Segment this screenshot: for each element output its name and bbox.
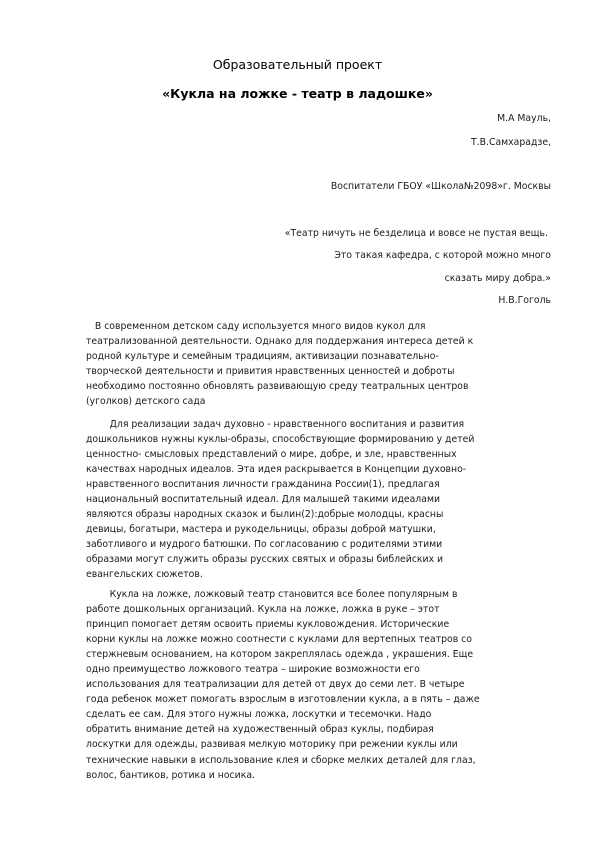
epigraph-line-3: сказать миру добра.» (444, 273, 551, 284)
text-line: технические навыки в использование клея и сборке мелких деталей для глаз, (86, 754, 476, 766)
text-line: Для реализации задач духовно - нравственного воспитания и развития (86, 419, 465, 430)
text-line: стержневым основанием, на котором закреплялась одежда , украшения. Еще (86, 649, 474, 661)
text-line: дошкольников нужны куклы-образы, способствующие формированию у детей (86, 434, 475, 446)
text-line: Кукла на ложке, ложковый театр становится все более популярным в (86, 589, 458, 600)
text-line: работе дошкольных организаций. Кукла на ложке, ложка в руке – этот (86, 604, 440, 616)
text-line: нравственного воспитания личности гражданина России(1), предлагая (86, 479, 440, 491)
text-line: лоскутки для одежды, развивая мелкую моторику при режении куклы или (86, 739, 458, 751)
document-title: Образовательный проект (212, 57, 383, 72)
text-line: принцип помогает детям освоить приемы кукловождения. Исторические (86, 619, 450, 631)
text-line: В современном детском саду используется много видов кукол для (86, 321, 426, 332)
text-line: национальный воспитательный идеал. Для малышей такими идеалами (86, 494, 441, 506)
text-line: сделать ее сам. Для этого нужны ложка, лоскутки и тесемочки. Надо (86, 709, 432, 721)
author-1: М.А Мауль, (497, 113, 551, 124)
text-line: качествах народных идеалов. Эта идея раскрывается в Концепции духовно- (86, 464, 467, 476)
text-line: заботливого и мудрого батюшки. По согласованию с родителями этими (86, 539, 443, 551)
text-line: творческой деятельности и привития нравственных ценностей и доброты (86, 366, 455, 378)
author-2: Т.В.Самхарадзе, (470, 137, 551, 148)
text-line: обратить внимание детей на художественный образ куклы, подбирая (86, 724, 434, 736)
text-line: (уголков) детского сада (86, 396, 206, 408)
text-line: использования для театрализации для детей от двух до семи лет. В четыре (86, 679, 465, 691)
text-line: года ребенок может помогать взрослым в изготовлении кукла, а в пять – даже (86, 694, 480, 706)
text-line: ценностно- смысловых представлений о мире, добре, и зле, нравственных (86, 449, 457, 461)
paragraph-3 (86, 587, 556, 783)
paragraph-1 (86, 319, 556, 409)
text-line: евангельских сюжетов. (86, 569, 203, 581)
text-line: являются образы народных сказок и былин(2):добрые молодцы, красны (86, 509, 444, 521)
epigraph-line-1: «Театр ничуть не безделица и вовсе не пустая вещь. (284, 228, 548, 239)
text-line: волос, бантиков, ротика и носика. (86, 769, 255, 781)
project-name: «Кукла на ложке - театр в ладошке» (162, 86, 433, 101)
text-line: театрализованной деятельности. Однако для поддержания интереса детей к (86, 336, 474, 348)
affiliation: Воспитатели ГБОУ «Школа№2098»г. Москвы (330, 181, 551, 192)
paragraph-2 (86, 417, 556, 583)
text-line: родной культуре и семейным традициям, активизации познавательно- (86, 351, 439, 363)
text-line: одно преимущество ложкового театра – широкие возможности его (86, 664, 420, 676)
text-line: необходимо постоянно обновлять развивающую среду театральных центров (86, 381, 469, 393)
text-line: девицы, богатыри, мастера и рукодельницы, образы доброй матушки, (86, 524, 436, 536)
epigraph-line-2: Это такая кафедра, с которой можно много (334, 250, 551, 261)
epigraph-author: Н.В.Гоголь (498, 295, 551, 306)
text-line: корни куклы на ложке можно соотнести с куклами для вертепных театров со (86, 634, 472, 646)
text-line: образами могут служить образы русских святых и образы библейских и (86, 554, 444, 566)
